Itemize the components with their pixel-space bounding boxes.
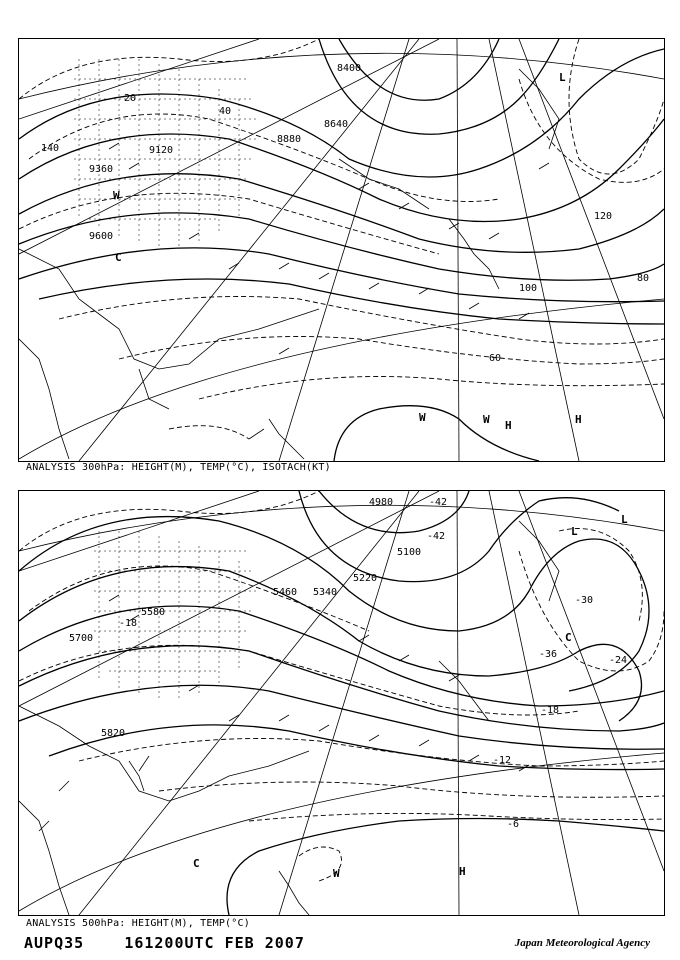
temp-label: -24 — [609, 655, 628, 666]
cold-center: C — [565, 631, 572, 644]
temp-label: -18 — [119, 618, 138, 629]
hatched-region — [94, 531, 259, 701]
height-label: 9360 — [89, 164, 114, 175]
caption-500hpa: ANALYSIS 500hPa: HEIGHT(M), TEMP(°C) — [26, 918, 250, 929]
valid-time: 161200UTC FEB 2007 — [124, 934, 305, 952]
height-contours — [19, 39, 664, 461]
temp-label: -42 — [429, 497, 448, 508]
isotach-label: 40 — [219, 106, 232, 117]
isotach-label: 120 — [594, 211, 613, 222]
height-label: 8640 — [324, 119, 349, 130]
warm-center: W — [333, 867, 340, 880]
isotach-label: 60 — [489, 353, 502, 364]
isotach-label: 80 — [637, 273, 650, 284]
low-center: L — [559, 71, 566, 84]
height-label: 8880 — [277, 134, 302, 145]
cold-center: C — [115, 251, 122, 264]
agency-credit: Japan Meteorological Agency — [514, 937, 650, 949]
chart-code: AUPQ35 — [24, 934, 85, 952]
high-center: H — [575, 413, 582, 426]
chart-id — [24, 934, 305, 952]
caption-300hpa: ANALYSIS 300hPa: HEIGHT(M), TEMP(°C), ISOTACH(KT) — [26, 462, 331, 473]
temp-label: -6 — [507, 819, 520, 830]
height-label: 9600 — [89, 231, 114, 242]
pressure-centers — [193, 513, 628, 880]
low-center: L — [571, 525, 578, 538]
temp-label: -12 — [493, 755, 512, 766]
height-label: 4980 — [369, 497, 394, 508]
warm-center: W — [419, 411, 426, 424]
height-label: 5580 — [141, 607, 166, 618]
wind-barbs — [109, 143, 589, 439]
coastline — [19, 69, 559, 459]
height-label: 9120 — [149, 145, 174, 156]
isotherm-contours — [19, 491, 664, 881]
temp-label: -36 — [539, 649, 558, 660]
map-500hpa — [18, 490, 665, 916]
height-label: 5460 — [273, 587, 298, 598]
isotach-label: 20 — [124, 93, 137, 104]
cold-center: C — [193, 857, 200, 870]
height-contours — [19, 491, 664, 915]
height-label: 5100 — [397, 547, 422, 558]
warm-center: W — [483, 413, 490, 426]
warm-center: W — [113, 189, 120, 202]
map-300hpa-canvas — [19, 39, 664, 461]
height-label: 5700 — [69, 633, 94, 644]
low-center: L — [621, 513, 628, 526]
isotach-labels — [41, 93, 649, 364]
height-label: 5820 — [101, 728, 126, 739]
map-300hpa — [18, 38, 665, 462]
high-center: H — [459, 865, 466, 878]
temp-label: -18 — [541, 705, 560, 716]
isotach-label: 140 — [41, 143, 60, 154]
high-center: H — [505, 419, 512, 432]
coastline — [19, 521, 559, 915]
map-500hpa-canvas — [19, 491, 664, 915]
temp-label: -30 — [575, 595, 594, 606]
height-label: 5340 — [313, 587, 338, 598]
isotach-label: 100 — [519, 283, 538, 294]
height-label: 8400 — [337, 63, 362, 74]
height-label: 5220 — [353, 573, 378, 584]
temp-label: -42 — [427, 531, 446, 542]
graticule — [19, 491, 664, 915]
